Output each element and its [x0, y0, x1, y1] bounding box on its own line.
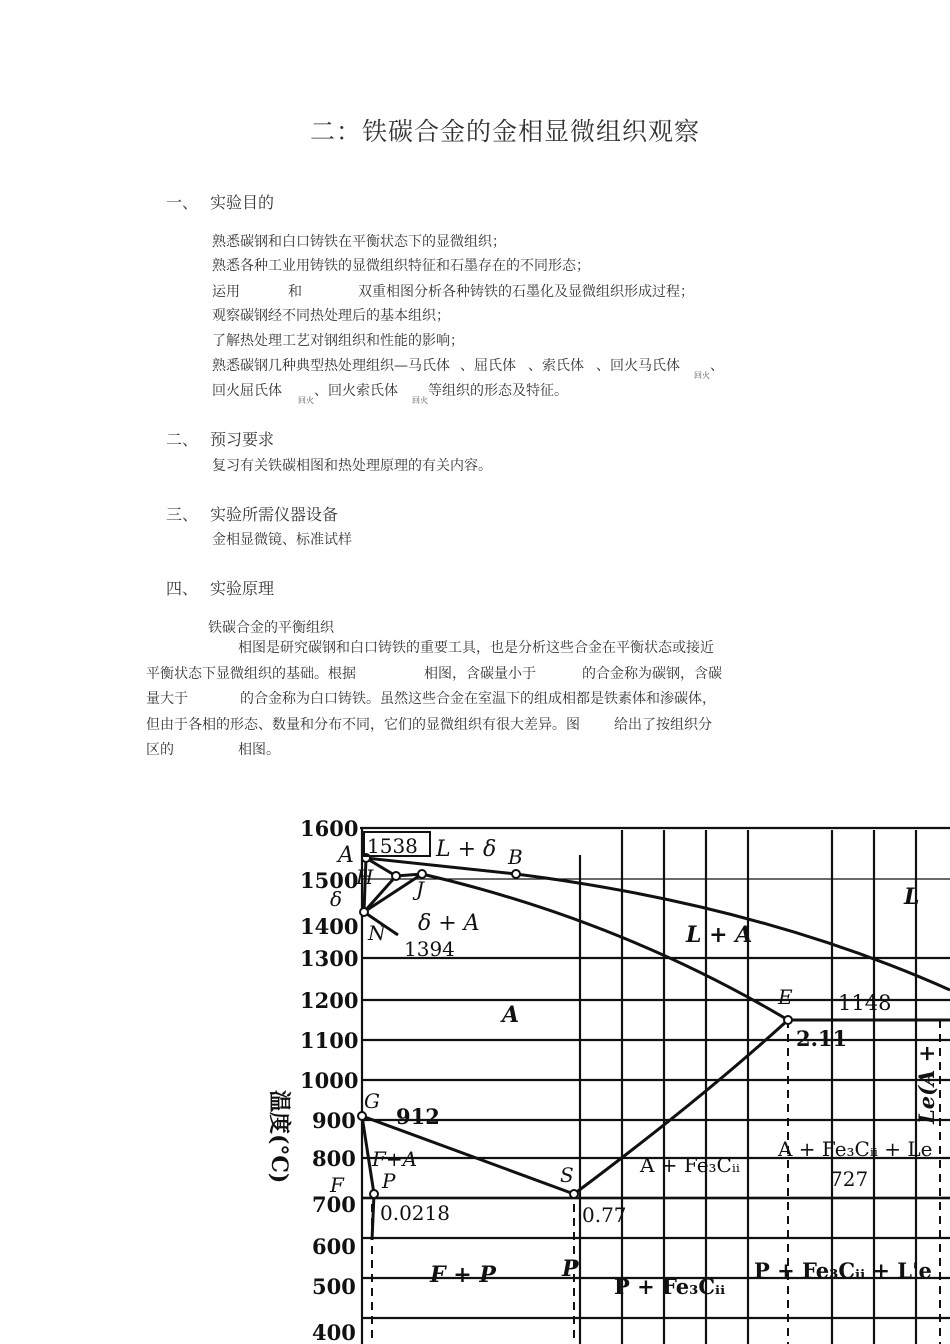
text-fragment: 的合金称为碳钢，含碳 [582, 665, 722, 682]
objective-line-2: 熟悉各种工业用铸铁的显微组织特征和石墨存在的不同形态； [212, 258, 590, 274]
y-tick: 500 [312, 1274, 356, 1299]
label-e: E [778, 985, 793, 1009]
label-0-0218: 0.0218 [380, 1201, 450, 1225]
paragraph-line [146, 713, 808, 739]
section-number: 三、 [166, 505, 199, 524]
text-fragment: 的合金称为白口铸铁。虽然这些合金在室温下的组成相都是铁素体和渗碳体， [240, 691, 716, 707]
label-1394: 1394 [404, 937, 455, 961]
text-fragment: 和 [288, 284, 302, 300]
text-fragment: 双重相图分析各种铸铁的石墨化及显微组织形成过程； [358, 284, 694, 300]
section-title: 实验原理 [210, 579, 275, 598]
subscript-note: 回火 [298, 396, 314, 405]
text-fragment: 、屈氏体 [460, 358, 516, 374]
equipment-text: 金相显微镜、标准试样 [212, 532, 352, 548]
objective-line-4: 观察碳钢经不同热处理后的基本组织； [212, 308, 450, 324]
node-points [358, 854, 792, 1198]
principle-subtitle: 铁碳合金的平衡组织 [208, 620, 334, 636]
y-tick: 1200 [300, 988, 359, 1013]
y-tick: 800 [312, 1146, 356, 1171]
label-l-a: L + A [686, 922, 753, 948]
text-fragment: 、 [710, 358, 724, 374]
page-title: 二：铁碳合金的金相显微组织观察 [309, 117, 700, 146]
objective-line-3 [212, 281, 694, 301]
text-fragment: 等组织的形态及特征。 [428, 383, 568, 399]
point-e [784, 1016, 792, 1024]
objective-line-5: 了解热处理工艺对钢组织和性能的影响； [212, 333, 464, 349]
y-tick: 1300 [300, 946, 359, 971]
label-le-a: Le(A + [914, 1044, 939, 1124]
text-fragment: 运用 [212, 284, 240, 300]
section-number: 四、 [166, 579, 199, 598]
section-title: 预习要求 [210, 430, 275, 449]
fe-c-phase-diagram [0, 800, 950, 1344]
text-fragment: 相图。 [238, 742, 280, 758]
text-fragment: 、索氏体 [528, 358, 584, 374]
point-g [358, 1112, 366, 1120]
y-tick: 700 [312, 1192, 356, 1217]
label-delta-a: δ + A [418, 911, 480, 936]
text-fragment: 给出了按组织分 [614, 716, 712, 733]
subscript-note: 回火 [694, 371, 710, 380]
y-tick: 1500 [300, 868, 359, 893]
paragraph-line [146, 636, 808, 662]
pq-line [372, 1194, 374, 1240]
y-tick: 1000 [300, 1068, 359, 1093]
label-p-fe3c: P + Fe₃Cᵢᵢ [614, 1274, 726, 1299]
point-b [512, 870, 520, 878]
text-fragment: 量大于 [146, 691, 188, 707]
section-heading-1 [166, 190, 274, 213]
principle-paragraph [146, 636, 808, 764]
label-a-region: A [502, 1002, 520, 1028]
label-1538: 1538 [367, 834, 418, 858]
label-g: G [364, 1089, 380, 1113]
text-fragment: 、回火索氏体 [314, 383, 398, 399]
paragraph-line [146, 738, 808, 764]
label-a-point: A [338, 843, 354, 868]
y-tick: 600 [312, 1234, 356, 1259]
objective-line-6 [212, 355, 724, 381]
label-912: 912 [396, 1104, 440, 1129]
y-tick: 1400 [300, 914, 359, 939]
paragraph-line [146, 687, 808, 713]
region-labels [329, 832, 939, 1299]
subscript-note: 回火 [412, 396, 428, 405]
label-f-a: F+A [372, 1147, 418, 1171]
point-h [392, 872, 400, 880]
text-fragment: 相图是研究碳钢和白口铸铁的重要工具，也是分析这些合金在平衡状态或接近 [238, 640, 714, 656]
point-p [370, 1190, 378, 1198]
text-fragment: 回火屈氏体 [212, 383, 282, 399]
text-fragment: 、回火马氏体 [596, 358, 680, 374]
label-h: H [356, 865, 374, 889]
section-heading-3 [166, 502, 338, 525]
label-l: L [904, 884, 920, 910]
label-p2: P [562, 1256, 579, 1282]
label-a-fe3c: A + Fe₃Cᵢᵢ [640, 1153, 740, 1177]
text-fragment: 熟悉碳钢几种典型热处理组织—马氏体 [212, 358, 450, 374]
label-b: B [508, 845, 523, 869]
point-s [570, 1190, 578, 1198]
y-tick: 1600 [300, 816, 359, 841]
label-f-p: F + P [430, 1262, 496, 1288]
label-j: J [416, 877, 425, 901]
label-727: 727 [830, 1167, 869, 1191]
section-heading-2 [166, 427, 274, 450]
objective-line-1: 熟悉碳钢和白口铸铁在平衡状态下的显微组织； [212, 234, 506, 250]
section-heading-4 [166, 576, 274, 599]
label-n: N [368, 921, 386, 945]
prep-text: 复习有关铁碳相图和热处理原理的有关内容。 [212, 458, 492, 474]
section-number: 二、 [166, 430, 199, 449]
label-a-fe3c-le: A + Fe₃Cᵢᵢ + Le [778, 1137, 933, 1161]
section-title: 实验所需仪器设备 [210, 505, 339, 524]
label-p-fe3c-le: P + Fe₃Cᵢᵢ + L'e [754, 1258, 932, 1283]
y-tick: 400 [312, 1320, 356, 1344]
text-fragment: 相图，含碳量小于 [424, 665, 536, 682]
y-tick: 900 [312, 1108, 356, 1133]
y-axis-label: 温度(°C) [266, 1090, 292, 1184]
label-l-delta: L + δ [436, 837, 497, 862]
label-delta: δ [330, 887, 343, 911]
section-title: 实验目的 [210, 193, 275, 212]
label-1148: 1148 [838, 991, 892, 1015]
point-n [360, 908, 368, 916]
paragraph-line [146, 662, 808, 688]
label-f: F [330, 1173, 344, 1197]
label-0-77: 0.77 [582, 1203, 627, 1227]
section-number: 一、 [166, 193, 199, 212]
label-s: S [560, 1163, 574, 1187]
label-p: P [382, 1169, 396, 1193]
label-2-11: 2.11 [796, 1026, 848, 1051]
y-tick: 1100 [300, 1028, 359, 1053]
text-fragment: 区的 [146, 742, 174, 758]
objective-line-7 [212, 380, 568, 406]
text-fragment: 平衡状态下显微组织的基础。根据 [146, 665, 356, 682]
text-fragment: 但由于各相的形态、数量和分布不同，它们的显微组织有很大差异。图 [146, 716, 580, 733]
